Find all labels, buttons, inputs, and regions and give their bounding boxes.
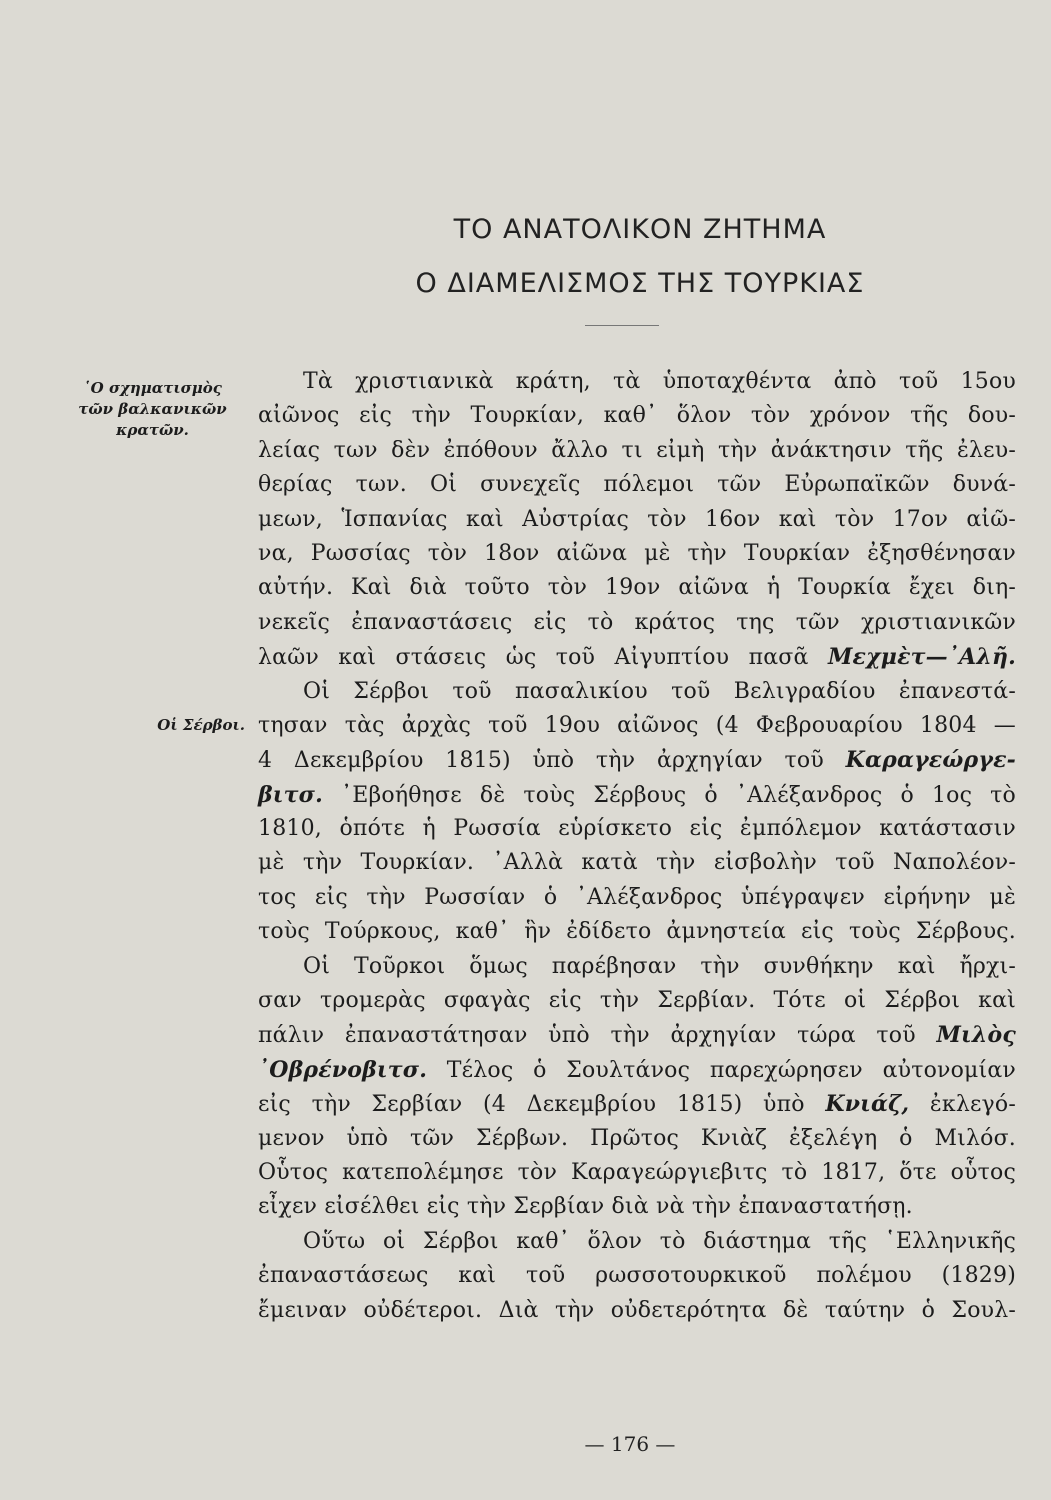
emphasized-name: Μεχμὲτ—᾿Αλῆ. [827, 644, 1016, 671]
text-line [258, 571, 1016, 605]
text-line [258, 812, 1016, 846]
text-line [258, 503, 1016, 537]
body-text [258, 365, 1016, 1328]
text-run: Οὕτω οἱ Σέρβοι καθ᾿ ὅλον τὸ διάστημα τῆς ῾Ελληνικῆς [303, 1228, 1016, 1254]
text-run: μὲ τὴν Τουρκίαν. ᾿Αλλὰ κατὰ τὴν εἰσβολὴν τοῦ Ναπολέον- [258, 850, 1016, 876]
text-line [258, 1087, 1016, 1121]
text-run: μεων, Ἱσπανίας καὶ Αὐστρίας τὸν 16ον καὶ τὸν 17ον αἰῶ- [258, 506, 1016, 532]
text-run: Τὰ χριστιανικὰ κράτη, τὰ ὑποταχθέντα ἀπὸ τοῦ 15ου [303, 369, 1016, 394]
text-line [258, 1018, 1016, 1052]
text-run: ἔμειναν οὐδέτεροι. Διὰ τὴν οὐδετερότητα δὲ ταύτην ὁ Σουλ- [258, 1297, 1016, 1323]
text-line [258, 846, 1016, 880]
text-line [258, 640, 1016, 674]
text-run: Τέλος ὁ Σουλτάνος παρεχώρησεν αὐτονομίαν [446, 1057, 1016, 1083]
text-line [258, 778, 1016, 812]
text-line [258, 365, 1016, 399]
text-run: θερίας των. Οἱ συνεχεῖς πόλεμοι τῶν Εὐρωπαϊκῶν δυνά- [258, 472, 1016, 498]
text-run: σαν τρομερὰς σφαγὰς εἰς τὴν Σερβίαν. Τότε οἱ Σέρβοι καὶ [258, 988, 1016, 1014]
emphasized-name: Καραγεώργε- [845, 747, 1016, 774]
text-line [258, 399, 1016, 433]
chapter-title: ΤΟ ΑΝΑΤΟΛΙΚΟΝ ΖΗΤΗΜΑ [453, 214, 827, 245]
text-run: να, Ρωσσίας τὸν 18ον αἰῶνα μὲ τὴν Τουρκίαν ἐξησθένησαν [258, 540, 1016, 566]
text-line [258, 1053, 1016, 1087]
text-run: λαῶν καὶ στάσεις ὡς τοῦ Αἰγυπτίου πασᾶ [258, 645, 809, 671]
text-line [258, 434, 1016, 468]
text-line [258, 950, 1016, 984]
text-run: Οἱ Σέρβοι τοῦ πασαλικίου τοῦ Βελιγραδίου ἐπανεστά- [303, 678, 1016, 704]
chapter-subtitle: Ο ΔΙΑΜΕΛΙΣΜΟΣ ΤΗΣ ΤΟΥΡΚΙΑΣ [415, 268, 865, 299]
text-line [258, 675, 1016, 709]
text-line [258, 1156, 1016, 1190]
text-run: 4 Δεκεμβρίου 1815) ὑπὸ τὴν ἀρχηγίαν τοῦ [258, 748, 824, 774]
text-line [258, 606, 1016, 640]
text-line [258, 1122, 1016, 1156]
text-run: τος εἰς τὴν Ρωσσίαν ὁ ᾿Αλέξανδρος ὑπέγραψεν εἰρήνην μὲ [258, 884, 1016, 910]
text-run: ᾿Εβοήθησε δὲ τοὺς Σέρβους ὁ ᾿Αλέξανδρος ὁ 1ος τὸ [341, 782, 1016, 808]
text-line [258, 984, 1016, 1018]
text-run: νεκεῖς ἐπαναστάσεις εἰς τὸ κράτος της τῶν χριστιανικῶν [258, 609, 1016, 635]
text-line [258, 537, 1016, 571]
text-run: ἐκλεγό- [929, 1092, 1016, 1118]
text-run: ἐπαναστάσεως καὶ τοῦ ρωσσοτουρκικοῦ πολέμου (1829) [258, 1263, 1016, 1289]
margin-note-line: τῶν βαλκανικῶν [78, 400, 227, 418]
text-run: αὐτήν. Καὶ διὰ τοῦτο τὸν 19ον αἰῶνα ἡ Τουρκία ἔχει διη- [258, 575, 1016, 601]
page-number: — 176 — [584, 1432, 676, 1456]
text-line [258, 1190, 1016, 1224]
text-line [258, 881, 1016, 915]
emphasized-name: Μιλὸς [936, 1022, 1016, 1049]
text-run: πάλιν ἐπαναστάτησαν ὑπὸ τὴν ἀρχηγίαν τώρα τοῦ [258, 1023, 916, 1049]
text-run: αἰῶνος εἰς τὴν Τουρκίαν, καθ᾿ ὅλον τὸν χρόνον τῆς δου- [258, 403, 1016, 429]
margin-note-line: ῾Ο σχηματισμὸς [83, 379, 222, 397]
text-run: τησαν τὰς ἀρχὰς τοῦ 19ου αἰῶνος (4 Φεβρουαρίου 1804 — [258, 712, 1016, 738]
title-divider [585, 325, 659, 326]
text-line [258, 709, 1016, 743]
text-run: μενον ὑπὸ τῶν Σέρβων. Πρῶτος Κνιὰζ ἐξελέγη ὁ Μιλόσ. [258, 1125, 1016, 1151]
text-run: εἶχεν εἰσέλθει εἰς τὴν Σερβίαν διὰ νὰ τὴν ἐπαναστατήσῃ. [258, 1194, 913, 1220]
text-line [258, 1294, 1016, 1328]
emphasized-name: Κνιάζ, [825, 1091, 910, 1118]
text-line [258, 1259, 1016, 1293]
text-run: 1810, ὁπότε ἡ Ρωσσία εὑρίσκετο εἰς ἐμπόλεμον κατάστασιν [258, 816, 1016, 842]
text-run: εἰς τὴν Σερβίαν (4 Δεκεμβρίου 1815) ὑπὸ [258, 1092, 805, 1118]
text-run: Οὗτος κατεπολέμησε τὸν Καραγεώργιεβιτς τὸ 1817, ὅτε οὗτος [258, 1159, 1016, 1185]
margin-note-serbs: Οἱ Σέρβοι. [157, 716, 245, 734]
text-line [258, 915, 1016, 949]
text-line [258, 468, 1016, 502]
text-run: Οἱ Τοῦρκοι ὅμως παρέβησαν τὴν συνθήκην καὶ ἤρχι- [303, 953, 1016, 979]
text-line [258, 743, 1016, 777]
margin-note-line: κρατῶν. [116, 421, 189, 439]
text-line [258, 1225, 1016, 1259]
emphasized-name: ᾿Οβρένοβιτσ. [258, 1056, 428, 1083]
text-run: λείας των δὲν ἐπόθουν ἄλλο τι εἰμὴ τὴν ἀνάκτησιν τῆς ἐλευ- [258, 437, 1016, 463]
text-run: τοὺς Τούρκους, καθ᾿ ἣν ἐδίδετο ἀμνηστεία εἰς τοὺς Σέρβους. [258, 919, 1016, 945]
margin-note-formation [60, 378, 245, 441]
emphasized-name: βιτσ. [258, 781, 323, 808]
